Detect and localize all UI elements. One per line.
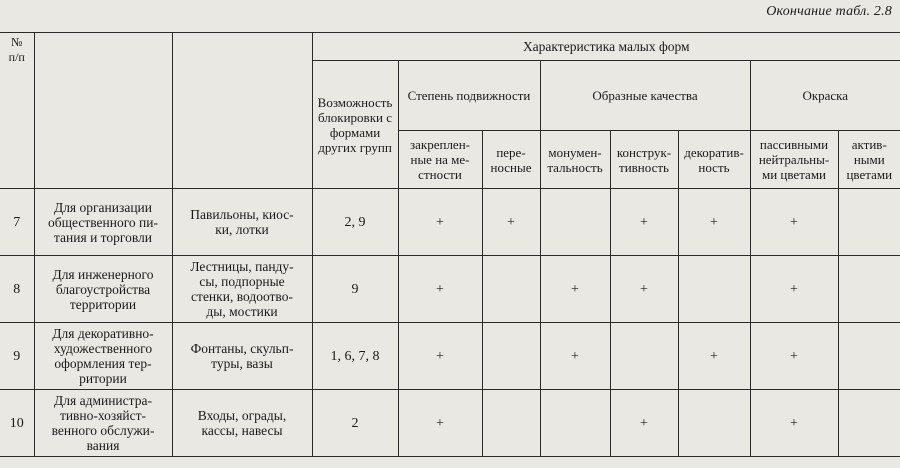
header-imagery: Образные качества [540, 61, 750, 131]
row-number: 9 [0, 323, 34, 390]
mark-constructive [610, 323, 678, 390]
mark-decorative: + [678, 189, 750, 256]
mark-passive: + [750, 256, 838, 323]
mark-portable [482, 390, 540, 457]
table-row [0, 390, 900, 457]
header-monumental: монумен- тальность [540, 131, 610, 189]
mark-monumental: + [540, 256, 610, 323]
row-name: Для инженерного благоустройства территории [34, 256, 172, 323]
mark-passive: + [750, 323, 838, 390]
header-number: № п/п [0, 33, 34, 189]
table-row [0, 323, 900, 390]
mark-constructive: + [610, 390, 678, 457]
characteristics-table [0, 32, 900, 457]
table-row [0, 256, 900, 323]
header-mobility: Степень подвижности [398, 61, 540, 131]
header-constructive: конструк- тивность [610, 131, 678, 189]
mark-monumental: + [540, 323, 610, 390]
table-row [0, 189, 900, 256]
header-coloring: Окраска [750, 61, 900, 131]
mark-decorative [678, 256, 750, 323]
mark-active [838, 390, 900, 457]
header-empty-name [34, 33, 172, 189]
header-blocking: Возможность блокировки с формами других групп [312, 61, 398, 189]
row-name: Для администра- тивно-хозяйст- венного обслужи- вания [34, 390, 172, 457]
row-items: Лестницы, панду- сы, подпорные стенки, водоотво- ды, мостики [172, 256, 312, 323]
header-fixed: закреплен- ные на ме- стности [398, 131, 482, 189]
row-blocking: 2, 9 [312, 189, 398, 256]
row-name: Для организации общественного пи- тания и торговли [34, 189, 172, 256]
mark-decorative: + [678, 323, 750, 390]
mark-portable [482, 323, 540, 390]
row-number: 7 [0, 189, 34, 256]
mark-active [838, 256, 900, 323]
mark-fixed: + [398, 256, 482, 323]
mark-passive: + [750, 189, 838, 256]
header-decorative: декоратив- ность [678, 131, 750, 189]
mark-portable [482, 256, 540, 323]
mark-constructive: + [610, 256, 678, 323]
mark-monumental [540, 390, 610, 457]
row-name: Для декоративно- художественного оформления тер- ритории [34, 323, 172, 390]
header-passive: пассивными нейтральны- ми цветами [750, 131, 838, 189]
row-items: Фонтаны, скульп- туры, вазы [172, 323, 312, 390]
row-number: 10 [0, 390, 34, 457]
mark-passive: + [750, 390, 838, 457]
row-blocking: 2 [312, 390, 398, 457]
mark-fixed: + [398, 189, 482, 256]
row-items: Павильоны, киос- ки, лотки [172, 189, 312, 256]
mark-decorative [678, 390, 750, 457]
mark-constructive: + [610, 189, 678, 256]
mark-portable: + [482, 189, 540, 256]
header-empty-items [172, 33, 312, 189]
mark-active [838, 189, 900, 256]
mark-monumental [540, 189, 610, 256]
mark-fixed: + [398, 390, 482, 457]
header-characteristics: Характеристика малых форм [312, 33, 900, 61]
mark-fixed: + [398, 323, 482, 390]
mark-active [838, 323, 900, 390]
header-portable: пере- носные [482, 131, 540, 189]
row-blocking: 9 [312, 256, 398, 323]
row-blocking: 1, 6, 7, 8 [312, 323, 398, 390]
header-active: актив- ными цветами [838, 131, 900, 189]
row-number: 8 [0, 256, 34, 323]
row-items: Входы, ограды, кассы, навесы [172, 390, 312, 457]
table-caption: Окончание табл. 2.8 [766, 4, 892, 19]
